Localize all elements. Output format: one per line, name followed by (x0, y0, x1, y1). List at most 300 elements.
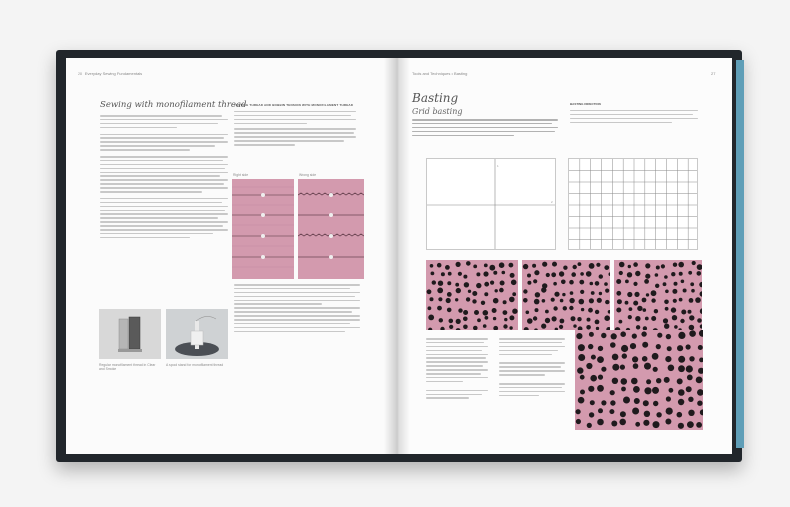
fabric-dot (679, 272, 683, 276)
fabric-dot (561, 280, 566, 285)
fabric-dot (493, 326, 498, 330)
fabric-dot (669, 388, 674, 393)
fabric-dot (691, 289, 695, 293)
fabric-dot (545, 318, 550, 323)
fabric-dot (604, 282, 608, 286)
fabric-dot (476, 283, 481, 288)
fabric-dot (644, 363, 651, 370)
fabric-dot (700, 409, 703, 415)
fabric-dot (620, 365, 625, 370)
dotted-fabric-photo-large (575, 330, 703, 430)
grid-diagram-cross (426, 158, 556, 250)
fabric-dot (642, 298, 647, 303)
fabric-dot (483, 310, 489, 316)
fabric-dot (651, 298, 655, 302)
fabric-dot (671, 307, 676, 312)
fabric-dot (535, 308, 539, 312)
right-sidebar-heading: BASTING DIRECTION (570, 102, 601, 106)
photo-label-right-side: Right side (233, 173, 249, 177)
fabric-dot (527, 281, 531, 285)
fabric-dot (656, 266, 660, 270)
fabric-dot (437, 263, 442, 268)
fabric-dot (619, 419, 626, 426)
fabric-dot (667, 346, 672, 351)
fabric-dot (509, 315, 514, 320)
fabric-dot (577, 317, 581, 321)
fabric-dot (432, 280, 436, 284)
fabric-dot (644, 279, 649, 284)
fabric-dot (578, 354, 585, 361)
fabric-dot (588, 308, 593, 313)
fabric-dot (532, 264, 536, 268)
fabric-dot (683, 289, 687, 293)
fabric-dot (552, 316, 557, 321)
fabric-dot (438, 281, 443, 286)
fabric-dot (578, 397, 585, 404)
fabric-dot (616, 308, 621, 313)
fabric-dot (569, 280, 574, 285)
fabric-dot (468, 290, 471, 293)
fabric-dot (610, 342, 616, 348)
fabric-dot (651, 290, 657, 296)
fabric-dot (510, 273, 515, 278)
fabric-dot (642, 356, 648, 362)
fabric-dot (456, 328, 461, 330)
fabric-dot (595, 320, 600, 325)
fabric-dot (651, 316, 656, 321)
fabric-dot (580, 290, 584, 294)
fabric-dot (628, 315, 632, 319)
fabric-dot (689, 298, 694, 303)
fabric-dot (534, 270, 539, 275)
fabric-dot (621, 387, 626, 392)
fabric-dot (689, 330, 696, 337)
fabric-dot (634, 292, 639, 297)
fabric-dot (699, 358, 703, 363)
fabric-dot (428, 306, 432, 310)
fabric-dot (500, 281, 505, 286)
fabric-dot (458, 272, 462, 276)
fabric-dot (621, 345, 628, 352)
fabric-dot (645, 263, 650, 268)
fabric-dot (499, 262, 505, 268)
fabric-dot (628, 265, 631, 268)
fabric-dot (677, 378, 683, 384)
fabric-dot (571, 316, 576, 321)
fabric-dot (523, 298, 528, 303)
fabric-dot (483, 271, 488, 276)
fabric-dot (493, 271, 497, 275)
fabric-dot (440, 327, 444, 330)
fabric-dot (489, 265, 495, 271)
fabric-dot (473, 265, 477, 269)
fabric-dot (625, 301, 629, 305)
gutter-shadow (384, 58, 410, 454)
fabric-dot (627, 292, 632, 297)
fabric-dot (552, 262, 557, 267)
fabric-dot (591, 355, 596, 360)
fabric-dot (643, 400, 649, 406)
fabric-dot (677, 412, 683, 418)
fabric-dot (563, 266, 567, 270)
fabric-dot (689, 315, 694, 320)
fabric-dot (654, 309, 658, 313)
fabric-dot (598, 346, 603, 351)
fabric-dot (612, 364, 619, 371)
fabric-dot (637, 306, 642, 311)
fabric-dot (630, 343, 636, 349)
fabric-dot (560, 299, 564, 303)
fabric-dot (523, 264, 528, 269)
fabric-dot (678, 399, 684, 405)
fabric-dot (681, 280, 685, 284)
fabric-dot (431, 272, 435, 276)
fabric-dot (428, 328, 432, 330)
fabric-dot (493, 298, 499, 304)
fabric-dot (605, 289, 609, 293)
fabric-dot (635, 316, 640, 321)
fabric-dot (526, 311, 530, 315)
fabric-dot (578, 262, 582, 266)
right-page-subheading: Grid basting (412, 107, 463, 116)
fabric-dot (634, 398, 640, 404)
fabric-dot (490, 281, 494, 285)
fabric-dot (589, 332, 594, 337)
fabric-dot (612, 378, 618, 384)
fabric-dot (541, 287, 546, 292)
fabric-dot (466, 297, 470, 301)
fabric-dot (595, 310, 599, 314)
svg-text:1: 1 (497, 164, 499, 168)
fabric-dot (580, 375, 585, 380)
fabric-dot (620, 411, 626, 417)
fabric-dot (551, 272, 556, 277)
fabric-dot (699, 282, 702, 287)
fabric-dot (456, 288, 461, 293)
fabric-dot (665, 307, 669, 311)
fabric-dot (653, 367, 658, 372)
fabric-dot (597, 419, 604, 426)
fabric-dot (664, 377, 670, 383)
fabric-dot (589, 263, 595, 269)
fabric-dot (697, 318, 702, 323)
dotted-fabric-photo-2 (522, 260, 610, 330)
fabric-dot (646, 293, 649, 296)
fabric-dot (620, 331, 626, 337)
fabric-dot (463, 325, 468, 330)
fabric-dot (635, 422, 640, 427)
fabric-dot (666, 334, 671, 339)
fabric-dot (493, 317, 496, 320)
fabric-dot (678, 356, 685, 363)
fabric-dot (644, 411, 650, 417)
fabric-dot (534, 328, 538, 330)
fabric-dot (569, 298, 574, 303)
fabric-dot (700, 291, 703, 296)
spool-stand-photo (166, 309, 228, 359)
fabric-dot (509, 263, 514, 268)
fabric-dot (458, 308, 462, 312)
fabric-dot (619, 271, 623, 275)
fabric-dot (430, 264, 434, 268)
fabric-dot (605, 300, 609, 304)
fabric-dot (616, 291, 621, 296)
fabric-dot (427, 289, 432, 294)
fabric-dot (655, 273, 659, 277)
fabric-dot (619, 262, 625, 268)
fabric-dot (601, 400, 606, 405)
fabric-dot (622, 353, 627, 358)
fabric-dot (590, 400, 595, 405)
fabric-dot (503, 310, 508, 315)
fabric-dot (476, 272, 480, 276)
fabric-dot (563, 306, 567, 310)
right-page-heading: Basting (412, 91, 459, 105)
fabric-dot (580, 390, 585, 395)
fabric-dot (576, 409, 581, 414)
fabric-dot (586, 271, 592, 277)
fabric-dot (455, 283, 459, 287)
fabric-dot (456, 262, 461, 267)
dotted-fabric-photo-3 (614, 260, 702, 330)
fabric-dot (527, 274, 531, 278)
thread-spools-photo (99, 309, 161, 359)
fabric-dot (601, 367, 606, 372)
fabric-dot (571, 272, 576, 277)
left-sidebar (234, 104, 356, 148)
fabric-dot (643, 308, 647, 312)
fabric-dot (554, 292, 559, 297)
svg-text:2: 2 (551, 200, 553, 204)
fabric-dot (697, 401, 702, 406)
fabric-dot (631, 378, 638, 385)
fabric-dot (473, 326, 478, 330)
right-steps-col-1 (426, 338, 488, 401)
fabric-dot (696, 377, 703, 384)
fabric-dot (678, 262, 684, 268)
fabric-dot (666, 396, 671, 401)
fabric-dot (555, 328, 558, 330)
fabric-dot (610, 400, 615, 405)
fabric-dot (623, 397, 630, 404)
fabric-dot (586, 325, 591, 330)
fabric-dot (542, 262, 547, 267)
fabric-dot (611, 421, 617, 427)
fabric-dot (680, 319, 684, 323)
fabric-dot (601, 333, 606, 338)
fabric-dot (599, 292, 602, 295)
fabric-dot (430, 297, 434, 301)
fabric-dot (533, 279, 537, 283)
fabric-dot (690, 282, 694, 286)
fabric-dot (595, 281, 600, 286)
right-page-number: 27 (711, 71, 716, 76)
fabric-dot (579, 280, 584, 285)
caption-spool-stand: A spool stand for monofilament thread (166, 363, 224, 367)
fabric-dot (633, 386, 640, 393)
fabric-dot (645, 274, 650, 279)
fabric-dot (678, 389, 685, 396)
fabric-dot (511, 280, 517, 286)
fabric-dot (681, 310, 686, 315)
fabric-dot (688, 310, 692, 314)
fabric-dot (503, 300, 507, 304)
fabric-dot (678, 365, 685, 372)
fabric-dot (616, 279, 621, 284)
fabric-dot (686, 365, 693, 372)
fabric-dot (699, 330, 703, 337)
fabric-dot (692, 261, 696, 265)
fabric-dot (598, 408, 603, 413)
fabric-dot (653, 421, 660, 428)
fabric-dot (562, 293, 565, 296)
fabric-dot (678, 423, 684, 429)
fabric-dot (535, 292, 540, 297)
photo-label-wrong-side: Wrong side (299, 173, 317, 177)
fabric-dot (437, 288, 443, 294)
fabric-dot (627, 272, 632, 277)
stitch-sample-right-side (232, 179, 294, 279)
fabric-dot (652, 353, 659, 360)
fabric-dot (655, 284, 659, 288)
fabric-dot (587, 423, 592, 428)
fabric-dot (674, 325, 678, 329)
fabric-dot (576, 419, 581, 424)
fabric-dot (495, 289, 498, 292)
fabric-dot (456, 319, 461, 324)
fabric-dot (687, 421, 694, 428)
fabric-dot (610, 390, 615, 395)
fabric-dot (642, 342, 648, 348)
fabric-dot (688, 397, 693, 402)
fabric-dot (629, 307, 633, 311)
fabric-dot (644, 387, 651, 394)
fabric-dot (573, 265, 577, 269)
fabric-dot (596, 263, 600, 267)
fabric-dot (447, 292, 452, 297)
right-steps-col-2 (499, 338, 565, 399)
fabric-dot (577, 367, 583, 373)
left-page-heading: Sewing with monofilament thread (100, 100, 247, 110)
fabric-dot (573, 324, 576, 327)
fabric-dot (688, 271, 692, 275)
fabric-dot (449, 325, 453, 329)
fabric-dot (700, 324, 702, 328)
fabric-dot (523, 289, 527, 293)
fabric-dot (588, 344, 593, 349)
fabric-dot (463, 317, 468, 322)
fabric-dot (698, 345, 703, 350)
fabric-dot (428, 315, 434, 321)
right-sidebar (570, 103, 698, 125)
fabric-dot (587, 318, 591, 322)
fabric-dot (578, 344, 585, 351)
fabric-dot (445, 265, 450, 270)
fabric-dot (663, 282, 667, 286)
fabric-dot (504, 318, 507, 321)
fabric-dot (542, 299, 546, 303)
fabric-dot (588, 386, 594, 392)
fabric-dot (663, 318, 668, 323)
fabric-dot (633, 282, 637, 286)
caption-thread-spools: Regular monofilament thread in Clear and Smoke (99, 363, 156, 372)
fabric-dot (484, 292, 488, 296)
fabric-dot (696, 422, 702, 428)
fabric-dot (546, 273, 550, 277)
fabric-dot (437, 306, 442, 311)
fabric-dot (617, 299, 622, 304)
fabric-dot (533, 316, 537, 320)
fabric-dot (509, 297, 515, 303)
fabric-dot (609, 272, 611, 276)
fabric-dot (664, 324, 669, 329)
fabric-dot (560, 319, 565, 324)
fabric-dot (688, 410, 694, 416)
fabric-dot (586, 363, 592, 369)
fabric-dot (671, 272, 675, 276)
fabric-dot (608, 310, 610, 314)
fabric-dot (673, 299, 677, 303)
fabric-dot (447, 308, 452, 313)
right-intro-text (412, 119, 558, 138)
fabric-dot (666, 408, 673, 415)
fabric-dot (472, 299, 476, 303)
fabric-dot (612, 354, 619, 361)
fabric-dot (635, 271, 640, 276)
fabric-dot (455, 298, 458, 301)
fabric-dot (484, 282, 489, 287)
fabric-dot (695, 297, 701, 303)
fabric-dot (697, 264, 702, 270)
fabric-dot (576, 333, 582, 339)
fabric-dot (524, 327, 529, 330)
fabric-dot (611, 333, 617, 339)
fabric-dot (484, 264, 488, 268)
fabric-dot (464, 282, 469, 287)
fabric-dot (656, 412, 661, 417)
fabric-dot (689, 356, 694, 361)
left-sidebar-heading: TESTING THREAD AND BOBBIN TENSION WITH MONOFILAMENT THREAD (234, 103, 354, 107)
fabric-dot (657, 333, 662, 338)
fabric-dot (485, 316, 489, 320)
cover-edge (736, 60, 744, 448)
fabric-dot (438, 297, 442, 301)
fabric-dot (597, 356, 604, 363)
fabric-dot (466, 261, 471, 266)
fabric-dot (441, 272, 445, 276)
fabric-dot (545, 310, 549, 314)
fabric-dot (665, 290, 669, 294)
fabric-dot (672, 289, 677, 294)
fabric-dot (553, 282, 557, 286)
fabric-dot (502, 271, 506, 275)
fabric-dot (448, 272, 452, 276)
fabric-dot (633, 363, 639, 369)
fabric-dot (569, 306, 573, 310)
fabric-dot (447, 281, 451, 285)
fabric-dot (697, 389, 703, 396)
fabric-dot (590, 282, 594, 286)
fabric-dot (686, 386, 692, 392)
fabric-dot (463, 310, 468, 315)
fabric-dot (439, 318, 443, 322)
fabric-dot (499, 288, 504, 293)
fabric-dot (656, 378, 661, 383)
fabric-dot (668, 365, 675, 372)
fabric-dot (598, 375, 603, 380)
fabric-dot (661, 264, 665, 268)
fabric-dot (679, 298, 683, 302)
